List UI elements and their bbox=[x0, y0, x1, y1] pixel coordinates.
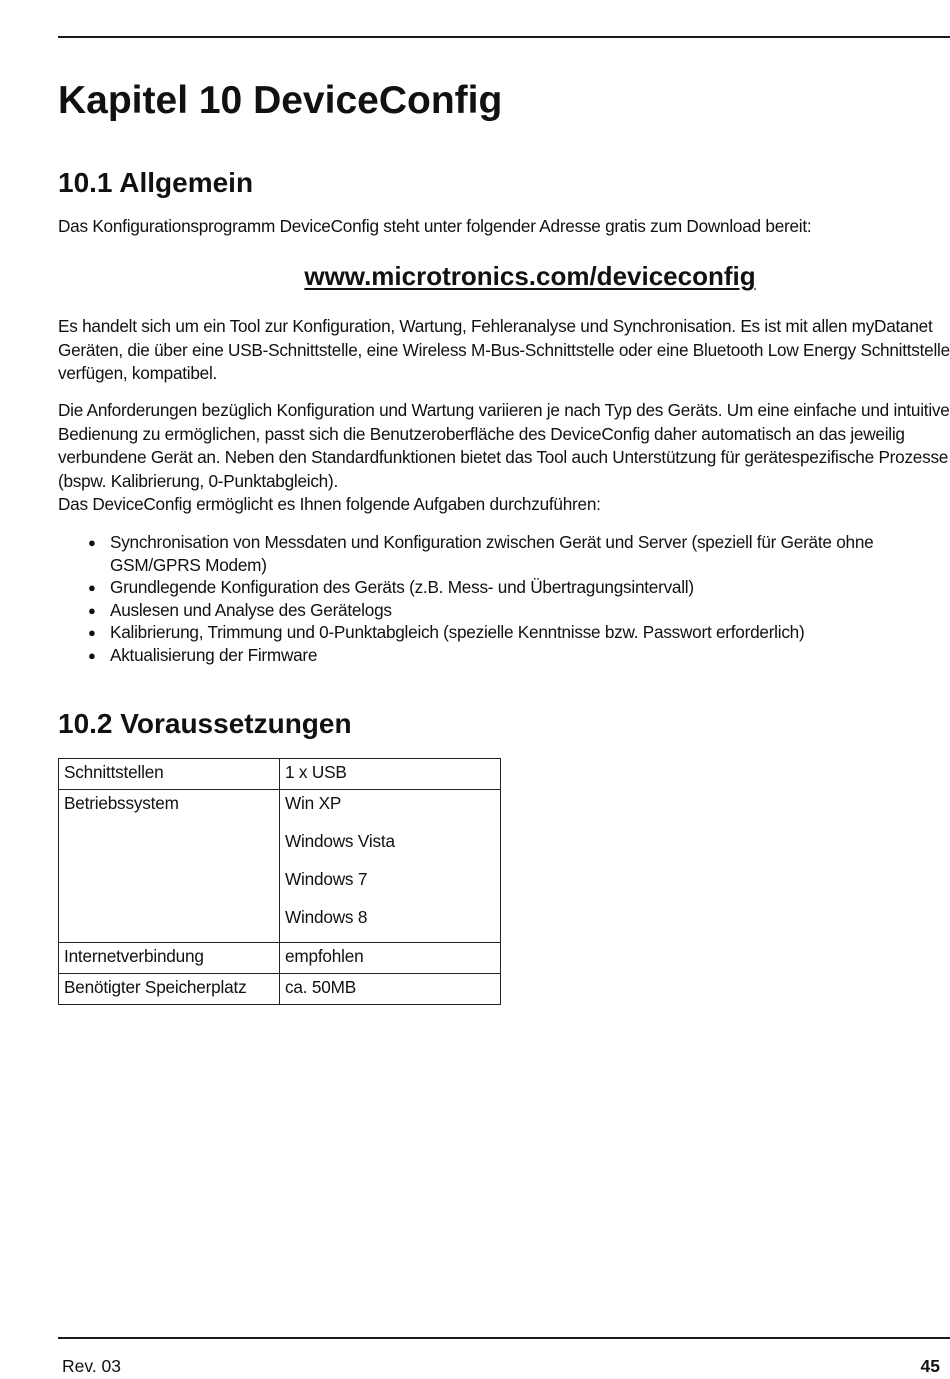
download-url-link[interactable]: www.microtronics.com/deviceconfig bbox=[304, 261, 756, 291]
os-entry: Windows 7 bbox=[285, 869, 368, 889]
os-entry: Windows Vista bbox=[285, 831, 395, 851]
list-item bbox=[88, 599, 928, 622]
table-row bbox=[59, 943, 501, 974]
requirements-table bbox=[58, 758, 501, 1005]
list-item-text: Aktualisierung der Firmware bbox=[110, 644, 318, 665]
os-entry: Windows 8 bbox=[285, 907, 368, 927]
list-item-text: Synchronisation von Messdaten und Konfiguration zwischen Gerät und Server (speziell für Geräte ohne GSM/GPRS Modem) bbox=[110, 532, 874, 575]
section-title-voraussetzungen: 10.2 Voraussetzungen bbox=[58, 708, 352, 739]
intro-paragraph: Das Konfigurationsprogramm DeviceConfig steht unter folgender Adresse gratis zum Download bereit: bbox=[58, 216, 812, 236]
os-entry: Win XP bbox=[285, 793, 342, 813]
download-url-line bbox=[58, 260, 802, 292]
footer-revision: Rev. 03 bbox=[62, 1356, 122, 1376]
list-item-text: Auslesen und Analyse des Gerätelogs bbox=[110, 599, 392, 620]
table-cell-value: empfohlen bbox=[280, 943, 501, 974]
list-item bbox=[88, 576, 928, 599]
section-title-allgemein: 10.1 Allgemein bbox=[58, 167, 254, 198]
table-cell-label: Schnittstellen bbox=[59, 759, 280, 790]
list-item bbox=[88, 531, 928, 576]
header-rule bbox=[58, 36, 950, 38]
requirements-paragraph-block bbox=[58, 399, 950, 517]
table-cell-label: Betriebssystem bbox=[59, 790, 280, 943]
task-list bbox=[88, 531, 928, 666]
bullet-icon: ● bbox=[88, 647, 96, 663]
table-cell-label: Internetverbindung bbox=[59, 943, 280, 974]
table-row bbox=[59, 974, 501, 1005]
bullet-icon: ● bbox=[88, 602, 96, 618]
list-item-text: Kalibrierung, Trimmung und 0-Punktabgleich (spezielle Kenntnisse bzw. Passwort erforderlich) bbox=[110, 622, 805, 642]
tasks-intro: Das DeviceConfig ermöglicht es Ihnen folgende Aufgaben durchzuführen: bbox=[58, 494, 601, 514]
bullet-icon: ● bbox=[88, 580, 96, 595]
list-item-text: Grundlegende Konfiguration des Geräts (z.B. Mess- und Übertragungsintervall) bbox=[110, 577, 694, 597]
footer-rule bbox=[58, 1337, 950, 1339]
page-number: 45 bbox=[920, 1356, 940, 1376]
table-row bbox=[59, 759, 501, 790]
table-cell-value-os bbox=[280, 790, 501, 943]
table-row bbox=[59, 790, 501, 943]
bullet-icon: ● bbox=[88, 535, 96, 550]
table-cell-value: 1 x USB bbox=[280, 759, 501, 790]
table-cell-value: ca. 50MB bbox=[280, 974, 501, 1005]
table-cell-label: Benötigter Speicherplatz bbox=[59, 974, 280, 1005]
tool-description-paragraph: Es handelt sich um ein Tool zur Konfiguration, Wartung, Fehleranalyse und Synchronisation. Es ist mit allen myDatanet Geräten, die über eine USB-Schnittstelle, eine Wireless M-Bus-Schnittstelle oder eine Bluetooth Low Energy Schnittstelle verfügen, kompatibel. bbox=[58, 316, 950, 383]
chapter-title: Kapitel 10 DeviceConfig bbox=[58, 79, 503, 122]
list-item bbox=[88, 644, 928, 667]
list-item bbox=[88, 621, 928, 644]
requirements-paragraph: Die Anforderungen bezüglich Konfiguration und Wartung variieren je nach Typ des Geräts. Um eine einfache und intuitive Bedienung zu ermöglichen, passt sich die Benutzeroberfläche des DeviceConfig daher automatisch an das jeweilig verbundene Gerät an. Neben den Standardfunktionen bietet das Tool auch Unterstützung für gerätespezifische Prozesse (bspw. Kalibrierung, 0-Punktabgleich). bbox=[58, 400, 950, 491]
bullet-icon: ● bbox=[88, 625, 96, 640]
